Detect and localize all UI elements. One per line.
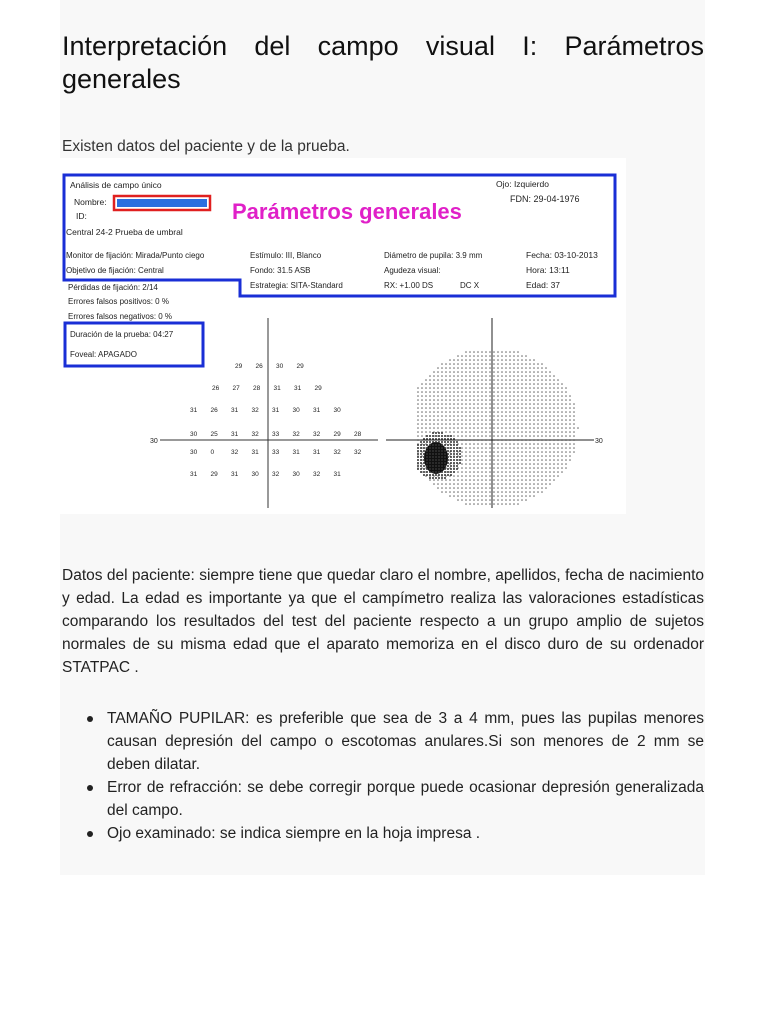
date-label: Fecha: 03-10-2013 (526, 250, 598, 260)
false-negative-label: Errores falsos negativos: 0 % (68, 312, 173, 321)
threshold-value: 31 (251, 449, 259, 456)
threshold-value: 27 (232, 385, 240, 392)
false-positive-label: Errores falsos positivos: 0 % (68, 297, 169, 306)
background-label: Fondo: 31.5 ASB (250, 266, 311, 275)
greyscale-axis-label-right: 30 (595, 438, 603, 445)
threshold-value: 30 (333, 407, 341, 414)
threshold-value: 31 (292, 449, 300, 456)
bullet-pupil-size (62, 707, 704, 776)
threshold-value: 33 (272, 431, 280, 438)
threshold-value: 31 (313, 407, 321, 414)
bullet-list (62, 707, 704, 845)
fixation-losses-label: Pérdidas de fijación: 2/14 (68, 283, 158, 292)
threshold-value: 30 (190, 431, 198, 438)
bullet-refraction (62, 776, 704, 822)
threshold-value: 29 (296, 363, 304, 370)
bullet-text: TAMAÑO PUPILAR: es preferible que sea de 3 a 4 mm, pues las pupilas menores causan depresión del campo o escotomas anulares.Si son menores de 2 mm se deben dilatar. (107, 710, 704, 773)
name-label: Nombre: (74, 197, 107, 207)
analysis-label: Análisis de campo único (70, 180, 162, 190)
intro-text: Existen datos del paciente y de la prueba. (62, 138, 350, 155)
page-title: Interpretación del campo visual I: Parámetros generales (62, 31, 704, 94)
threshold-value: 26 (255, 363, 263, 370)
name-redaction (117, 199, 207, 207)
bullet-icon (87, 716, 93, 722)
acuity-label: Agudeza visual: (384, 266, 441, 275)
overlay-title: Parámetros generales (232, 199, 462, 224)
threshold-value: 31 (272, 407, 280, 414)
threshold-value: 31 (333, 471, 341, 478)
threshold-value: 32 (354, 449, 362, 456)
bullet-eye-examined (62, 822, 704, 845)
threshold-value: 29 (333, 431, 341, 438)
visual-field-printout-image (60, 158, 626, 514)
threshold-value: 28 (354, 431, 362, 438)
bullet-icon (87, 831, 93, 837)
threshold-value: 29 (314, 385, 322, 392)
threshold-value: 26 (210, 407, 218, 414)
age-label: Edad: 37 (526, 280, 561, 290)
bullet-text: Ojo examinado: se indica siempre en la hoja impresa . (107, 825, 481, 842)
threshold-value: 32 (231, 449, 239, 456)
threshold-value: 31 (313, 449, 321, 456)
threshold-value: 31 (190, 471, 198, 478)
threshold-value: 32 (292, 431, 300, 438)
threshold-value: 31 (231, 471, 239, 478)
threshold-value: 29 (235, 363, 243, 370)
threshold-value: 33 (272, 449, 280, 456)
threshold-value: 32 (333, 449, 341, 456)
threshold-value: 31 (273, 385, 281, 392)
printout-svg (60, 158, 626, 514)
threshold-value: 32 (313, 431, 321, 438)
bullet-icon (87, 785, 93, 791)
duration-label: Duración de la prueba: 04:27 (70, 330, 174, 339)
stimulus-label: Estímulo: III, Blanco (250, 251, 322, 260)
program-label: Central 24-2 Prueba de umbral (66, 227, 183, 237)
greyscale-dot-pattern (417, 351, 579, 505)
pupil-label: Diámetro de pupila: 3.9 mm (384, 251, 483, 260)
threshold-values (190, 363, 362, 478)
threshold-value: 32 (251, 407, 259, 414)
threshold-value: 32 (251, 431, 259, 438)
id-label: ID: (76, 211, 87, 221)
threshold-value: 31 (294, 385, 302, 392)
dc-label: DC X (460, 281, 480, 290)
dob-label: FDN: 29-04-1976 (510, 194, 580, 204)
threshold-value: 31 (231, 431, 239, 438)
foveal-label: Foveal: APAGADO (70, 350, 137, 359)
threshold-value: 30 (292, 407, 300, 414)
threshold-value: 31 (231, 407, 239, 414)
threshold-value: 30 (276, 363, 284, 370)
objective-label: Objetivo de fijación: Central (66, 266, 164, 275)
threshold-value: 25 (210, 431, 218, 438)
strategy-label: Estrategia: SITA-Standard (250, 281, 343, 290)
threshold-value: 29 (210, 471, 218, 478)
patient-data-paragraph: Datos del paciente: siempre tiene que quedar claro el nombre, apellidos, fecha de nacimiento y edad. La edad es importante ya que el campímetro realiza las valoraciones estadísticas comparando los resultados del test del paciente respecto a un grupo amplio de sujetos normales de su misma edad que el aparato memoriza en el disco duro de su ordenador STATPAC . (62, 567, 704, 676)
monitor-label: Monitor de fijación: Mirada/Punto ciego (66, 251, 205, 260)
bullet-text: Error de refracción: se debe corregir porque puede ocasionar depresión generalizada del campo. (107, 779, 704, 819)
time-label: Hora: 13:11 (526, 265, 570, 275)
threshold-value: 32 (272, 471, 280, 478)
grid-axis-label-left: 30 (150, 438, 158, 445)
threshold-value: 28 (253, 385, 261, 392)
threshold-value: 0 (210, 449, 215, 456)
threshold-value: 30 (190, 449, 198, 456)
threshold-value: 26 (212, 385, 220, 392)
greyscale-plot (386, 318, 603, 508)
threshold-value: 30 (251, 471, 259, 478)
rx-label: RX: +1.00 DS (384, 281, 434, 290)
threshold-value: 31 (190, 407, 198, 414)
threshold-value: 32 (313, 471, 321, 478)
threshold-value: 30 (292, 471, 300, 478)
eye-label: Ojo: Izquierdo (496, 179, 549, 189)
